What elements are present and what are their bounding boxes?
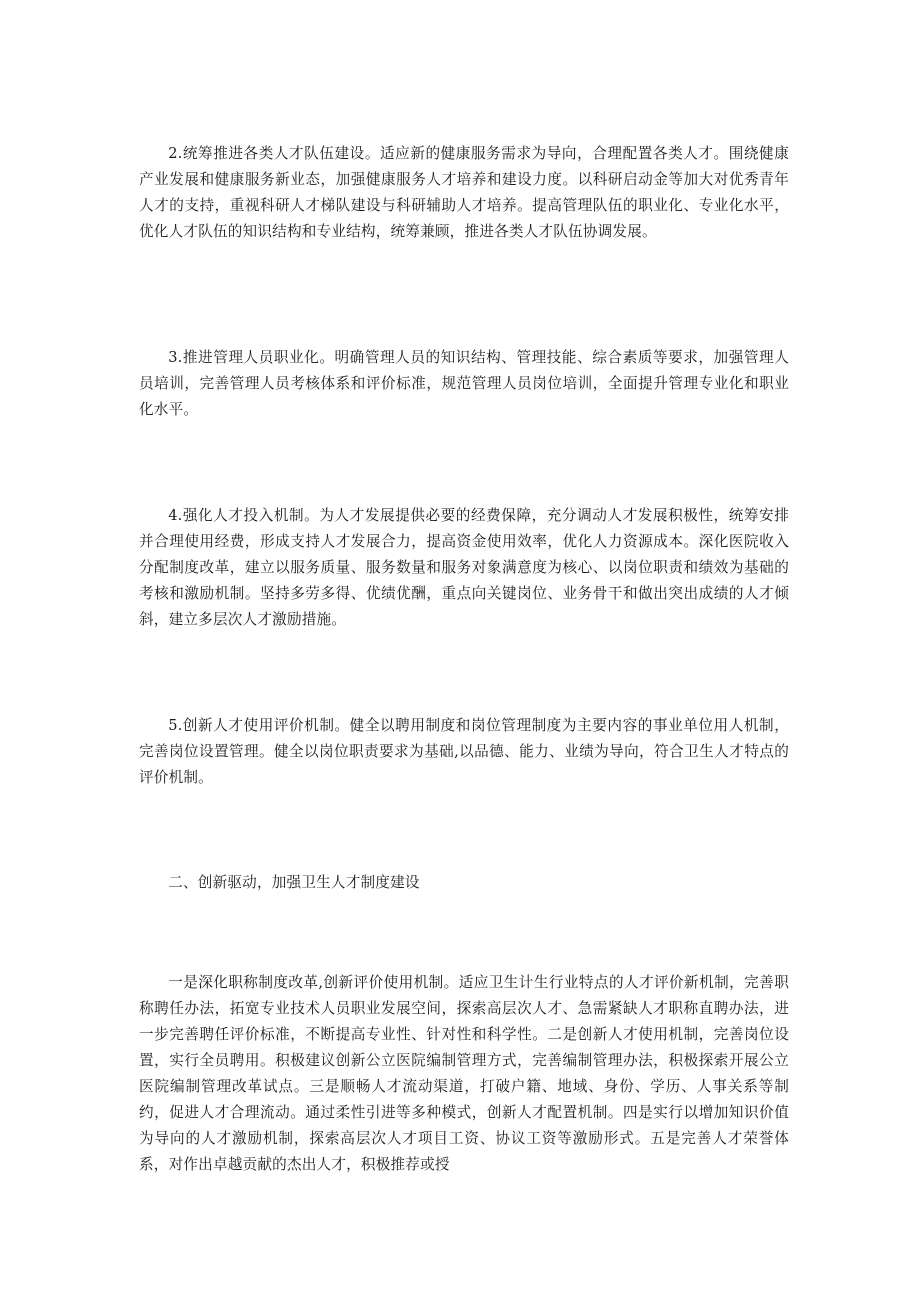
- paragraph-title-reform: 一是深化职称制度改革,创新评价使用机制。适应卫生计生行业特点的人才评价新机制，完善职称聘任办法，拓宽专业技术人员职业发展空间，探索高层次人才、急需紧缺人才职称直聘办法，进一步完善聘任评价标准，不断提高专业性、针对性和科学性。二是创新人才使用机制，完善岗位设置，实行全员聘用。积极建议创新公立医院编制管理方式，完善编制管理办法，积极探索开展公立医院编制管理改革试点。三是顺畅人才流动渠道，打破户籍、地域、身份、学历、人事关系等制约，促进人才合理流动。通过柔性引进等多种模式，创新人才配置机制。四是实行以增加知识价值为导向的人才激励机制，探索高层次人才项目工资、协议工资等激励形式。五是完善人才荣誉体系，对作出卓越贡献的杰出人才，积极推荐或授: [139, 974, 789, 1173]
- paragraph-talent-evaluation: 5.创新人才使用评价机制。健全以聘用制度和岗位管理制度为主要内容的事业单位用人机制，完善岗位设置管理。健全以岗位职责要求为基础,以品德、能力、业绩为导向，符合卫生人才特点的评价机制。: [139, 717, 789, 786]
- paragraph-talent-team-building: 2.统筹推进各类人才队伍建设。适应新的健康服务需求为导向，合理配置各类人才。围绕健康产业发展和健康服务新业态，加强健康服务人才培养和建设力度。以科研启动金等加大对优秀青年人才的支持，重视科研人才梯队建设与科研辅助人才培养。提高管理队伍的职业化、专业化水平，优化人才队伍的知识结构和专业结构，统筹兼顾，推进各类人才队伍协调发展。: [139, 145, 789, 240]
- section-heading-innovation: 二、创新驱动，加强卫生人才制度建设: [168, 874, 420, 891]
- paragraph-management-professionalization: 3.推进管理人员职业化。明确管理人员的知识结构、管理技能、综合素质等要求，加强管理人员培训，完善管理人员考核体系和评价标准，规范管理人员岗位培训，全面提升管理专业化和职业化水平。: [139, 349, 789, 418]
- paragraph-talent-investment: 4.强化人才投入机制。为人才发展提供必要的经费保障，充分调动人才发展积极性，统筹安排并合理使用经费，形成支持人才发展合力，提高资金使用效率，优化人力资源成本。深化医院收入分配制度改革，建立以服务质量、服务数量和服务对象满意度为核心、以岗位职责和绩效为基础的考核和激励机制。坚持多劳多得、优绩优酬，重点向关键岗位、业务骨干和做出突出成绩的人才倾斜，建立多层次人才激励措施。: [139, 507, 789, 628]
